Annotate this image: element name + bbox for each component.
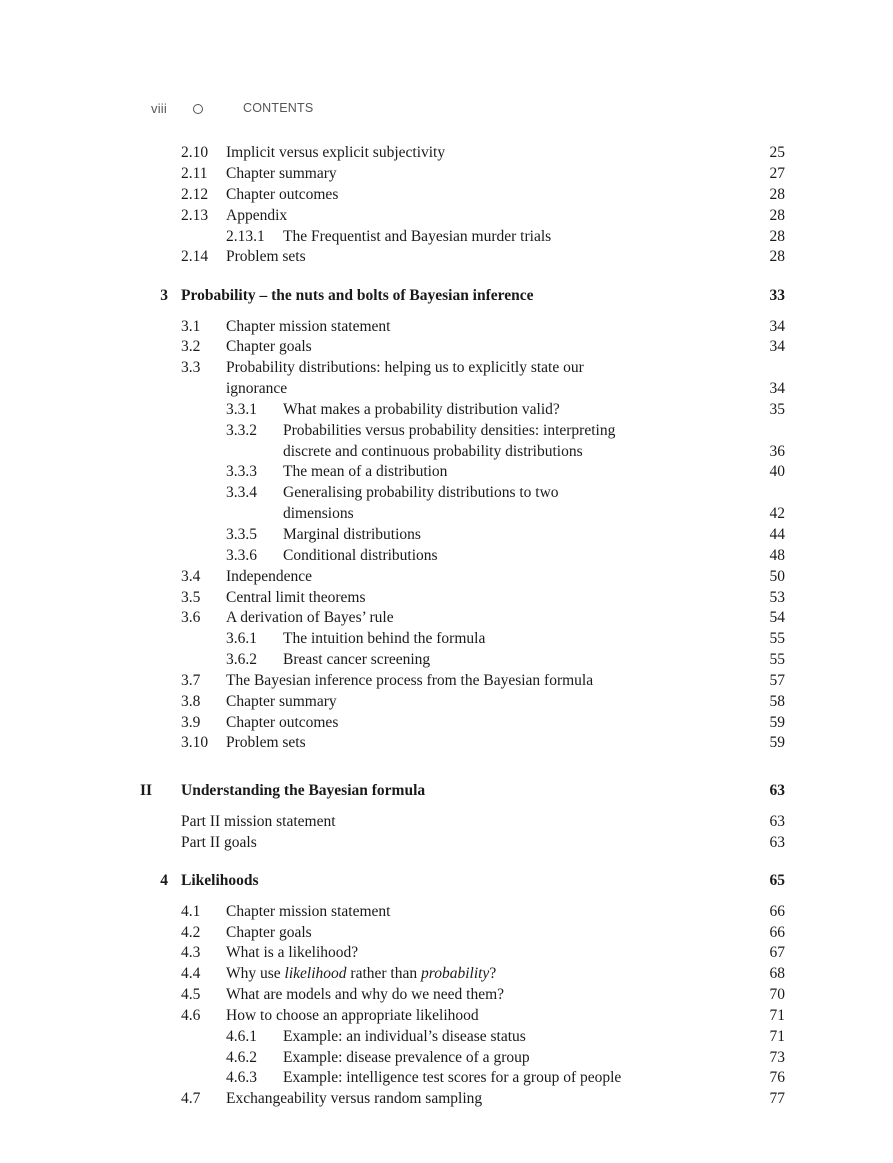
entry-number: 4.6.1 <box>226 1028 257 1045</box>
entry-number: 4.6.2 <box>226 1049 257 1066</box>
entry-title: Chapter goals <box>226 924 312 941</box>
entry-number: 3.6.1 <box>226 630 257 647</box>
entry-page: 28 <box>769 228 785 245</box>
entry-number: 4.5 <box>181 986 201 1003</box>
toc-entry <box>0 357 893 379</box>
entry-number: 3.3.3 <box>226 463 257 480</box>
chapter-number: 4 <box>160 872 168 889</box>
entry-title: Probabilities versus probability densities: interpreting <box>283 422 616 439</box>
entry-page: 63 <box>769 813 785 830</box>
entry-page: 63 <box>769 834 785 851</box>
entry-page: 50 <box>769 568 785 585</box>
entry-title: Exchangeability versus random sampling <box>226 1090 483 1107</box>
toc-entry <box>0 184 893 206</box>
toc-subentry <box>0 420 893 442</box>
entry-page: 76 <box>769 1069 785 1086</box>
entry-title: Implicit versus explicit subjectivity <box>226 144 446 161</box>
entry-page: 71 <box>769 1028 785 1045</box>
entry-number: 3.3.5 <box>226 526 257 543</box>
title-emphasis: likelihood <box>284 965 347 982</box>
entry-number: 3.5 <box>181 589 201 606</box>
entry-page: 28 <box>769 207 785 224</box>
part-title: Understanding the Bayesian formula <box>181 782 426 799</box>
entry-number: 4.6 <box>181 1007 201 1024</box>
toc-subentry <box>0 628 893 650</box>
chapter-page: 65 <box>769 872 785 889</box>
entry-number: 3.10 <box>181 734 209 751</box>
entry-number: 3.4 <box>181 568 201 585</box>
entry-number: 2.13.1 <box>226 228 265 245</box>
entry-page: 57 <box>769 672 785 689</box>
entry-number: 3.3.4 <box>226 484 257 501</box>
entry-title: Part II mission statement <box>181 813 336 830</box>
chapter-heading <box>0 285 893 307</box>
entry-number: 4.7 <box>181 1090 201 1107</box>
toc-entry <box>0 336 893 358</box>
toc-subentry <box>0 399 893 421</box>
entry-title: Example: intelligence test scores for a group of people <box>283 1069 622 1086</box>
toc-subentry <box>0 1047 893 1069</box>
entry-page: 77 <box>769 1090 785 1107</box>
chapter-page: 33 <box>769 287 785 304</box>
entry-number: 4.3 <box>181 944 201 961</box>
chapter-title: Probability – the nuts and bolts of Bayesian inference <box>181 287 534 304</box>
entry-title: Problem sets <box>226 248 306 265</box>
toc-entry <box>0 316 893 338</box>
toc-entry <box>0 246 893 268</box>
entry-page: 28 <box>769 186 785 203</box>
entry-title: Central limit theorems <box>226 589 366 606</box>
entry-page: 66 <box>769 924 785 941</box>
title-emphasis: probability <box>421 965 490 982</box>
toc-entry <box>0 942 893 964</box>
entry-page: 40 <box>769 463 785 480</box>
entry-title: Probability distributions: helping us to explicitly state our <box>226 359 584 376</box>
entry-page: 66 <box>769 903 785 920</box>
entry-title: Chapter mission statement <box>226 318 391 335</box>
entry-number: 2.11 <box>181 165 208 182</box>
entry-title: Appendix <box>226 207 288 224</box>
entry-number: 2.14 <box>181 248 209 265</box>
entry-title: What is a likelihood? <box>226 944 359 961</box>
toc-entry <box>0 712 893 734</box>
title-part: Why use <box>226 965 285 982</box>
entry-page: 68 <box>769 965 785 982</box>
entry-page: 48 <box>769 547 785 564</box>
entry-title: Conditional distributions <box>283 547 438 564</box>
entry-number: 3.6.2 <box>226 651 257 668</box>
entry-number: 2.12 <box>181 186 209 203</box>
toc-entry <box>0 963 893 985</box>
entry-page: 44 <box>769 526 785 543</box>
toc-entry-continuation <box>0 378 893 400</box>
title-part: ? <box>489 965 497 982</box>
chapter-heading <box>0 870 893 892</box>
toc-entry <box>0 984 893 1006</box>
entry-page: 59 <box>769 714 785 731</box>
running-head <box>0 101 893 119</box>
toc-subentry <box>0 482 893 504</box>
toc-subentry <box>0 461 893 483</box>
toc-entry <box>0 205 893 227</box>
entry-title: ignorance <box>226 380 288 397</box>
entry-number: 4.4 <box>181 965 201 982</box>
part-page: 63 <box>769 782 785 799</box>
entry-page: 70 <box>769 986 785 1003</box>
toc-subentry <box>0 1026 893 1048</box>
entry-page: 35 <box>769 401 785 418</box>
entry-number: 3.3.1 <box>226 401 257 418</box>
title-part: rather than <box>346 965 421 982</box>
entry-number: 4.6.3 <box>226 1069 257 1086</box>
entry-page: 25 <box>769 144 785 161</box>
entry-page: 59 <box>769 734 785 751</box>
entry-page: 55 <box>769 651 785 668</box>
entry-title: discrete and continuous probability distributions <box>283 443 583 460</box>
toc-entry <box>0 691 893 713</box>
entry-title: Example: disease prevalence of a group <box>283 1049 530 1066</box>
toc-subentry <box>0 226 893 248</box>
entry-page: 53 <box>769 589 785 606</box>
entry-page: 28 <box>769 248 785 265</box>
entry-title: The Bayesian inference process from the Bayesian formula <box>226 672 594 689</box>
entry-number: 3.8 <box>181 693 201 710</box>
toc-entry <box>0 607 893 629</box>
entry-number: 2.10 <box>181 144 209 161</box>
entry-title: Marginal distributions <box>283 526 421 543</box>
toc-entry <box>0 670 893 692</box>
entry-title: Chapter summary <box>226 165 337 182</box>
toc-entry <box>0 901 893 923</box>
toc-subentry <box>0 524 893 546</box>
entry-title: What makes a probability distribution valid? <box>283 401 560 418</box>
part-heading <box>0 780 893 802</box>
entry-page: 36 <box>769 443 785 460</box>
entry-page: 71 <box>769 1007 785 1024</box>
chapter-title: Likelihoods <box>181 872 259 889</box>
toc-entry <box>0 142 893 164</box>
entry-title: What are models and why do we need them? <box>226 986 505 1003</box>
toc-entry <box>0 811 893 833</box>
toc-subentry <box>0 545 893 567</box>
entry-title: Chapter outcomes <box>226 186 339 203</box>
entry-number: 3.3.6 <box>226 547 257 564</box>
entry-page: 34 <box>769 380 785 397</box>
entry-title: The mean of a distribution <box>283 463 448 480</box>
part-number: II <box>140 782 153 799</box>
toc-subentry-continuation <box>0 503 893 525</box>
chapter-number: 3 <box>160 287 168 304</box>
toc-subentry-continuation <box>0 441 893 463</box>
toc-entry <box>0 1088 893 1110</box>
toc-entry <box>0 587 893 609</box>
entry-title: The intuition behind the formula <box>283 630 486 647</box>
entry-number: 4.1 <box>181 903 201 920</box>
toc-entry <box>0 1005 893 1027</box>
entry-page: 27 <box>769 165 785 182</box>
entry-title: Breast cancer screening <box>283 651 431 668</box>
entry-title: Chapter outcomes <box>226 714 339 731</box>
entry-number: 3.7 <box>181 672 201 689</box>
entry-title: Problem sets <box>226 734 306 751</box>
entry-page: 34 <box>769 318 785 335</box>
entry-page: 55 <box>769 630 785 647</box>
entry-page: 67 <box>769 944 785 961</box>
entry-number: 3.3 <box>181 359 201 376</box>
entry-title: Generalising probability distributions to two <box>283 484 559 501</box>
entry-title: dimensions <box>283 505 354 522</box>
entry-number: 4.2 <box>181 924 201 941</box>
page-folio: viii <box>151 101 167 116</box>
entry-title: Chapter summary <box>226 693 337 710</box>
circle-ornament-icon <box>193 104 203 114</box>
entry-title: Chapter mission statement <box>226 903 391 920</box>
entry-title: Chapter goals <box>226 338 312 355</box>
entry-title <box>226 963 496 985</box>
entry-page: 54 <box>769 609 785 626</box>
toc-entry <box>0 163 893 185</box>
entry-page: 42 <box>769 505 785 522</box>
running-head-title: CONTENTS <box>243 101 314 115</box>
entry-page: 73 <box>769 1049 785 1066</box>
entry-number: 3.3.2 <box>226 422 257 439</box>
entry-number: 3.6 <box>181 609 201 626</box>
entry-number: 3.1 <box>181 318 201 335</box>
entry-title: Independence <box>226 568 313 585</box>
toc-entry <box>0 832 893 854</box>
entry-number: 2.13 <box>181 207 209 224</box>
entry-page: 34 <box>769 338 785 355</box>
toc-subentry <box>0 1067 893 1089</box>
toc-entry <box>0 922 893 944</box>
entry-title: A derivation of Bayes’ rule <box>226 609 394 626</box>
entry-page: 58 <box>769 693 785 710</box>
toc-entry <box>0 732 893 754</box>
entry-title: Example: an individual’s disease status <box>283 1028 526 1045</box>
toc-entry <box>0 566 893 588</box>
entry-title: The Frequentist and Bayesian murder trials <box>283 228 552 245</box>
entry-number: 3.2 <box>181 338 201 355</box>
toc-subentry <box>0 649 893 671</box>
entry-number: 3.9 <box>181 714 201 731</box>
entry-title: Part II goals <box>181 834 257 851</box>
entry-title: How to choose an appropriate likelihood <box>226 1007 479 1024</box>
